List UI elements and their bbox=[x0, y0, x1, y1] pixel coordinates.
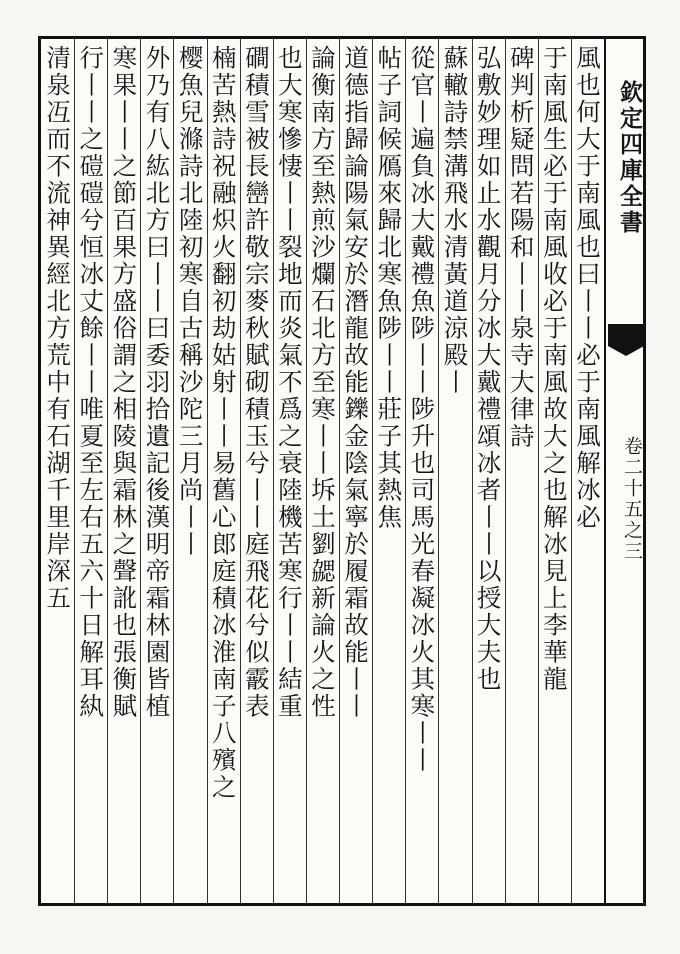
text-column: 弘敷妙理如止水觀月分冰大戴禮頌冰者丨丨以授大夫也 bbox=[472, 39, 505, 903]
fishtail-mark-icon bbox=[608, 324, 644, 346]
text-column: 清泉冱而不流神異經北方荒中有石湖千里岸深五 bbox=[43, 45, 73, 612]
text-column: 于南風生必于南風收必于南風故大之也解冰見上李華龍 bbox=[538, 39, 571, 903]
text-column: 楠苦熱詩祝融炽火翻初劫姑射丨丨易舊心郎庭積冰淮南子八殯之 bbox=[207, 39, 240, 903]
text-column: 帖子詞候鴈來歸北寒魚陟丨丨莊子其熱焦 bbox=[372, 39, 405, 903]
text-column: 磵積雪被長巒許敬宗麥秋賦砌積玉兮丨丨庭飛花兮似霰表 bbox=[240, 39, 273, 903]
text-column: 外乃有八紘北方曰丨丨曰委羽拾遺記後漢明帝霜林園皆植 bbox=[140, 39, 173, 903]
text-column: 道德指歸論陽氣安於潛龍故能鑠金陰氣寧於履霜故能丨丨 bbox=[339, 39, 372, 903]
volume-label: 卷二十五之三 bbox=[621, 436, 643, 562]
text-column: 從官丨遍負冰大戴禮魚陟丨丨陟升也司馬光春凝冰火其寒丨丨 bbox=[405, 39, 438, 903]
text-column: 樱魚兒滌詩北陸初寒自古稱沙陀三月尚丨丨 bbox=[173, 39, 206, 903]
text-body bbox=[41, 39, 604, 903]
text-column: 風也何大于南風也曰丨丨必于南風解冰必 bbox=[571, 39, 604, 903]
text-column: 寒果丨丨之節百果方盛俗謂之相陵與霜林之聲訛也張衡賦 bbox=[107, 39, 140, 903]
text-column: 也大寒慘悽丨丨裂地而炎氣不爲之衰陸機苦寒行丨丨結重 bbox=[273, 39, 306, 903]
page-header-column bbox=[604, 36, 644, 906]
text-column: 蘇轍詩禁溝飛水清黃道涼殿丨 bbox=[438, 39, 471, 903]
text-column: 行丨丨之磑磑兮恒冰丈餘丨丨唯夏至左右五六十日解耳紈 bbox=[74, 39, 107, 903]
text-column: 碑判析疑問若陽和丨丨泉寺大律詩 bbox=[505, 39, 538, 903]
text-column: 論衡南方至熱煎沙爛石北方至寒丨丨坼土劉勰新論火之性 bbox=[306, 39, 339, 903]
book-title: 欽定四庫全書 bbox=[616, 80, 643, 236]
